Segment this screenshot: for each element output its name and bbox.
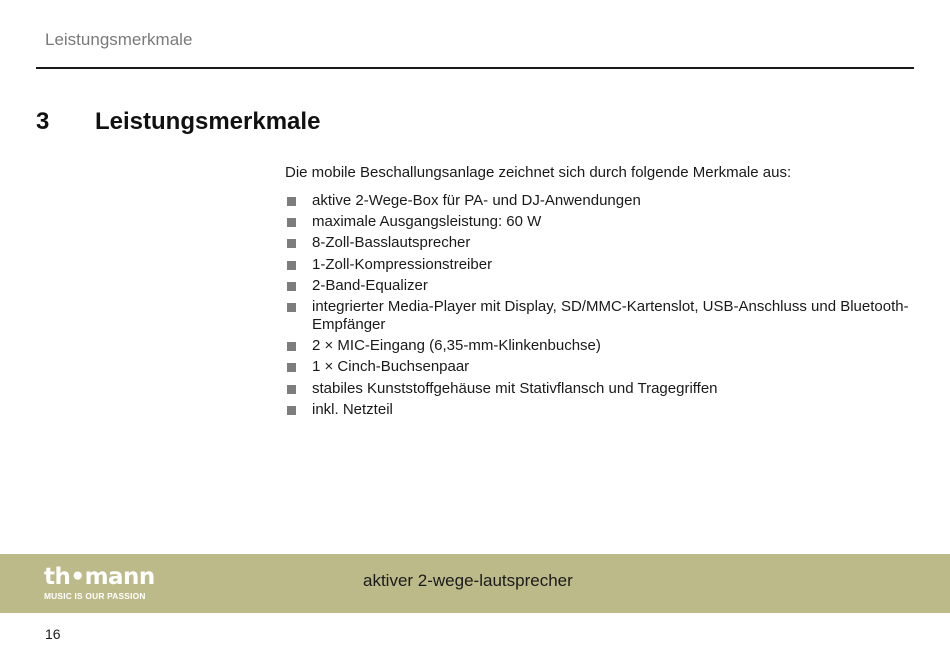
running-header: Leistungsmerkmale [45, 30, 193, 49]
square-bullet-icon [287, 218, 296, 227]
square-bullet-icon [287, 282, 296, 291]
list-item: integrierter Media-Player mit Display, SD/MMC-Kartenslot, USB-Anschluss und Bluetooth-Empfänger [285, 298, 910, 334]
intro-paragraph: Die mobile Beschallungsanlage zeichnet sich durch folgende Merkmale aus: [285, 164, 792, 181]
list-item: maximale Ausgangsleistung: 60 W [285, 213, 910, 231]
square-bullet-icon [287, 406, 296, 415]
square-bullet-icon [287, 363, 296, 372]
list-item: 1 × Cinch-Buchsenpaar [285, 358, 910, 376]
square-bullet-icon [287, 239, 296, 248]
list-item: 2 × MIC-Eingang (6,35-mm-Klinkenbuchse) [285, 337, 910, 355]
square-bullet-icon [287, 303, 296, 312]
chapter-heading [36, 108, 320, 136]
chapter-number: 3 [36, 108, 50, 135]
page-number: 16 [45, 626, 61, 642]
thomann-logo [44, 566, 155, 601]
list-item: stabiles Kunststoffgehäuse mit Stativflansch und Tragegriffen [285, 380, 910, 398]
logo-wordmark: th•mann [44, 564, 155, 590]
list-item: 8-Zoll-Basslautsprecher [285, 234, 910, 252]
list-item: 1-Zoll-Kompressionstreiber [285, 256, 910, 274]
square-bullet-icon [287, 342, 296, 351]
feature-list [285, 192, 910, 422]
list-item: aktive 2-Wege-Box für PA- und DJ-Anwendungen [285, 192, 910, 210]
product-name: aktiver 2-wege-lautsprecher [363, 571, 573, 590]
square-bullet-icon [287, 385, 296, 394]
square-bullet-icon [287, 197, 296, 206]
list-item: 2-Band-Equalizer [285, 277, 910, 295]
footer-band [0, 554, 950, 613]
header-divider [36, 67, 914, 69]
list-item: inkl. Netzteil [285, 401, 910, 419]
chapter-title: Leistungsmerkmale [95, 108, 321, 135]
square-bullet-icon [287, 261, 296, 270]
logo-tagline: MUSIC IS OUR PASSION [44, 591, 146, 601]
